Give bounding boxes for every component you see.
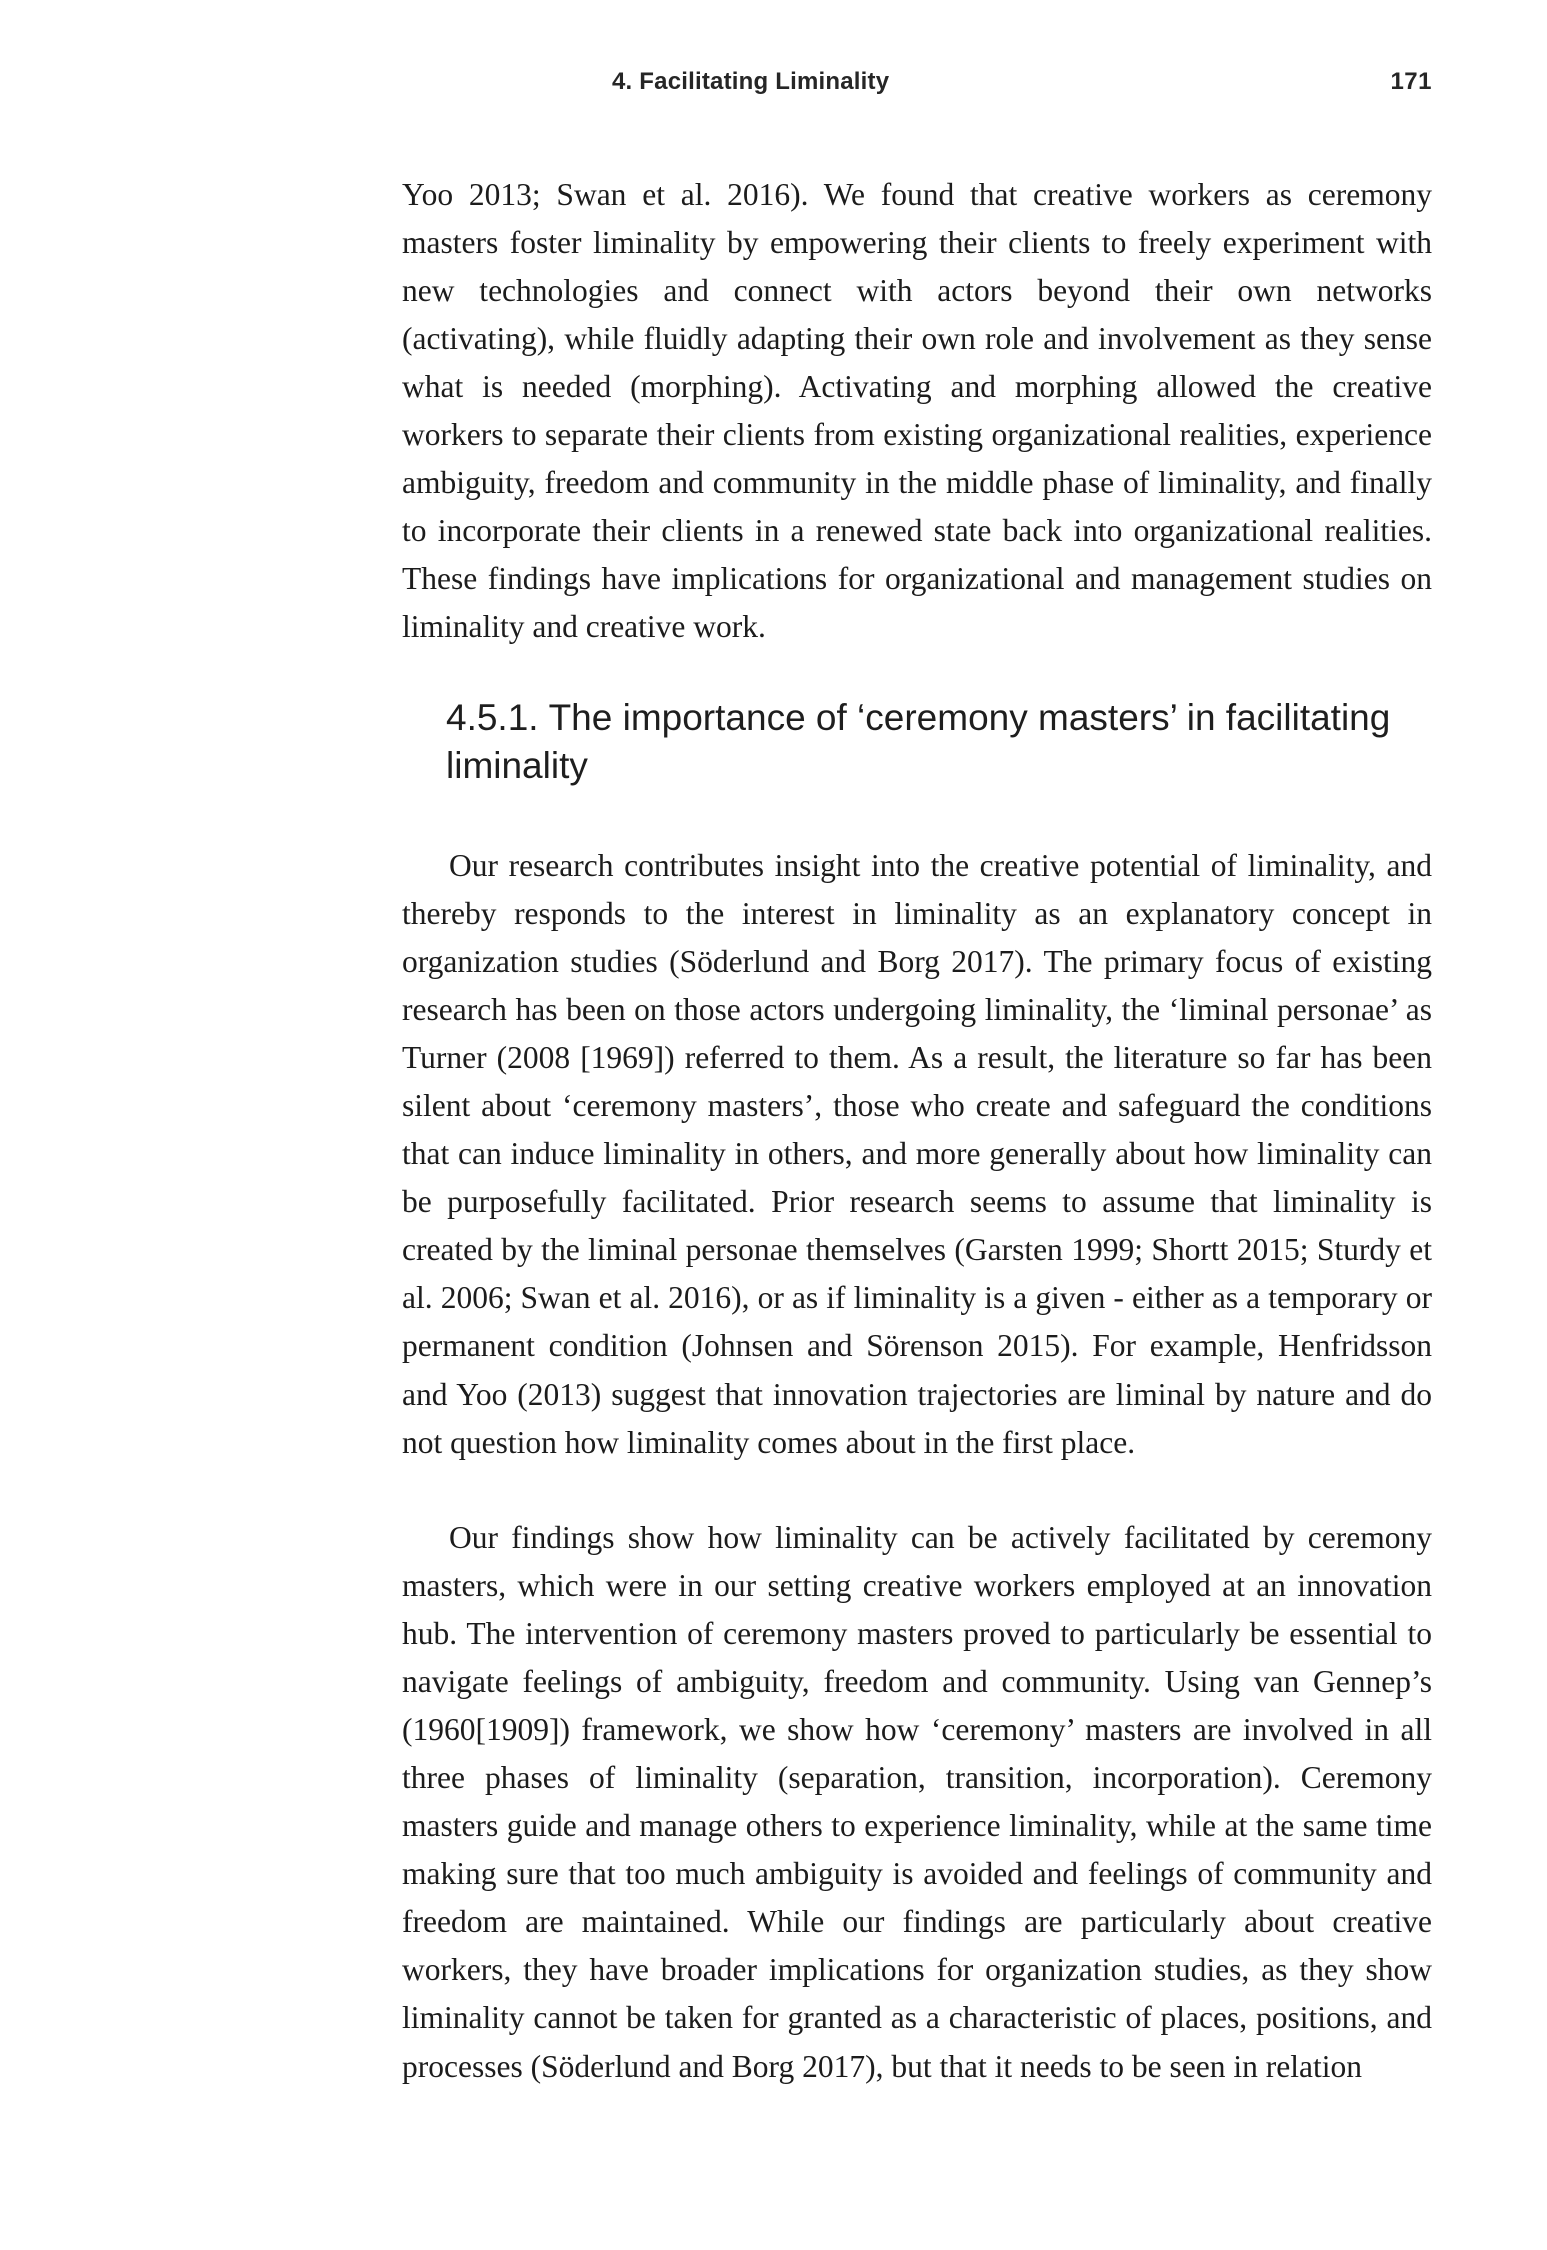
running-header (402, 68, 1432, 104)
body-paragraph-2: Our findings show how liminality can be actively facilitated by ceremony masters, which were in our setting creative workers employed at an innovation hub. The intervention of ceremony masters proved to particularly be essential to navigate feelings of ambiguity, freedom and community. Using van Gennep’s (1960[1909]) framework, we show how ‘ceremony’ masters are involved in all three phases of liminality (separation, transition, incorporation). Ceremony masters guide and manage others to experience liminality, while at the same time making sure that too much ambiguity is avoided and feelings of community and freedom are maintained. While our findings are particularly about creative workers, they have broader implications for organization studies, as they show liminality cannot be taken for granted as a characteristic of places, positions, and processes (Söderlund and Borg 2017), but that it needs to be seen in relation (402, 1520, 1432, 2084)
chapter-title: 4. Facilitating Liminality (612, 68, 890, 95)
section-number: 4.5.1. (446, 697, 539, 738)
section-heading (446, 694, 1432, 790)
page-number: 171 (1390, 68, 1432, 95)
body-paragraph-1: Our research contributes insight into the creative potential of liminality, and thereby responds to the interest in liminality as an explanatory concept in organization studies (Söderlund and Borg 2017). The primary focus of existing research has been on those actors undergoing liminality, the ‘liminal personae’ as Turner (2008 [1969]) referred to them. As a result, the literature so far has been silent about ‘ceremony masters’, those who create and safeguard the conditions that can induce liminality in others, and more generally about how liminality can be purposefully facilitated. Prior research seems to assume that liminality is created by the liminal personae themselves (Garsten 1999; Shortt 2015; Sturdy et al. 2006; Swan et al. 2016), or as if liminality is a given - either as a temporary or permanent condition (Johnsen and Sörenson 2015). For example, Henfridsson and Yoo (2013) suggest that innovation trajectories are liminal by nature and do not question how liminality comes about in the first place. (402, 848, 1432, 1460)
intro-paragraph: Yoo 2013; Swan et al. 2016). We found that creative workers as ceremony masters foster liminality by empowering their clients to freely experiment with new technologies and connect with actors beyond their own networks (activating), while fluidly adapting their own role and involvement as they sense what is needed (morphing). Activating and morphing allowed the creative workers to separate their clients from existing organizational realities, experience ambiguity, freedom and community in the middle phase of liminality, and finally to incorporate their clients in a renewed state back into organizational realities. These findings have implications for organizational and management studies on liminality and creative work. (402, 177, 1432, 645)
section-title: The importance of ‘ceremony masters’ in facilitating liminality (446, 697, 1391, 786)
